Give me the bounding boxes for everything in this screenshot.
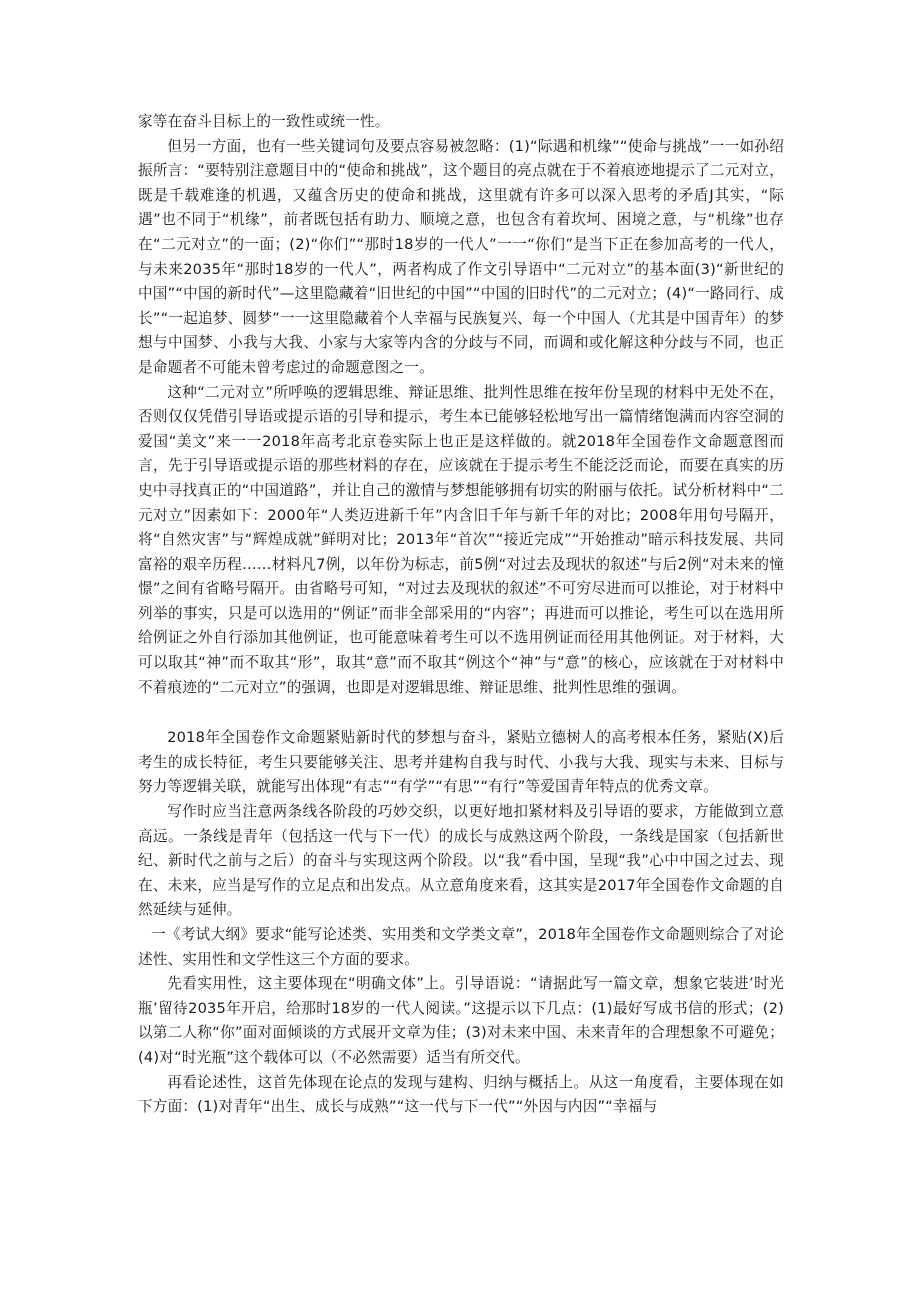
- paragraph-4: 2018年全国卷作文命题紧贴新时代的梦想与奋斗，紧贴立德树人的高考根本任务，紧贴(X)后考生的成长特征，考生只要能够关注、思考并建构自我与时代、小我与大我、现实与未来、目标与努力等逻辑关联，就能写出体现“有志”“有学”“有思”“有行”等爱国青年特点的优秀文章。: [138, 729, 784, 796]
- document-page: [138, 110, 784, 1120]
- paragraph-1: 家等在奋斗目标上的一致性或统一性。: [138, 113, 390, 130]
- paragraph-3: 这种“二元对立”所呼唤的逻辑思维、辩证思维、批判性思维在按年份呈现的材料中无处不在，否则仅仅凭借引导语或提示语的引导和提示，考生本已能够轻松地写出一篇情绪饱满而内容空洞的爱国“美文”来一一2018年高考北京卷实际上也正是这样做的。就2018年全国卷作文命题意图而言，先于引导语或提示语的那些材料的存在，应该就在于提示考生不能泛泛而论，而要在真实的历史中寻找真正的“中国道路”，并让自己的激情与梦想能够拥有切实的附丽与依托。试分析材料中“二元对立”因素如下：2000年“人类迈进新千年”内含旧千年与新千年的对比；2008年用句号隔开，将“自然灾害”与“辉煌成就”鲜明对比；2013年“首次”“接近完成”“开始推动”暗示科技发展、共同富裕的艰辛历程……材料凡7例，以年份为标志，前5例“对过去及现状的叙述”与后2例“对未来的憧憬”之间有省略号隔开。由省略号可知，“对过去及现状的叙述”不可穷尽进而可以推论，对于材料中列举的事实，只是可以选用的“例证”而非全部采用的“内容”；再进而可以推论，考生可以在选用所给例证之外自行添加其他例证，也可能意味着考生可以不选用例证而径用其他例证。对于材料，大可以取其“神”而不取其“形”，取其“意”而不取其“例这个“神”与“意”的核心，应该就在于对材料中不着痕迹的“二元对立”的强调，也即是对逻辑思维、辩证思维、批判性思维的强调。: [138, 383, 784, 696]
- paragraph-6: 一《考试大纲》要求“能写论述类、实用类和文学类文章”，2018年全国卷作文命题则综合了对论述性、实用性和文学性这三个方面的要求。: [138, 926, 784, 968]
- paragraph-5: 写作时应当注意两条线各阶段的巧妙交织，以更好地扣紧材料及引导语的要求，方能做到立意高远。一条线是青年（包括这一代与下一代）的成长与成熟这两个阶段，一条线是国家（包括新世纪、新时代之前与之后）的奋斗与实现这两个阶段。以“我”看中国，呈现“我”心中中国之过去、现在、未来，应当是写作的立足点和出发点。从立意角度来看，这其实是2017年全国卷作文命题的自然延续与延伸。: [138, 803, 784, 919]
- paragraph-2: 但另一方面，也有一些关键词句及要点容易被忽略：(1)“际遇和机缘”“使命与挑战”一一如孙绍振所言：“要特别注意题目中的“使命和挑战”，这个题目的亮点就在于不着痕迹地提示了二元对立，既是千载难逢的机遇，又蕴含历史的使命和挑战，这里就有许多可以深入思考的矛盾J其实，“际遇”也不同于“机缘”，前者既包括有助力、顺境之意，也包含有着坎坷、困境之意，与“机缘”也存在“二元对立”的一面；(2)“你们”“那时18岁的一代人”一一“你们”是当下正在参加高考的一代人，与未来2035年“那时18岁的一代人”，两者构成了作文引导语中“二元对立”的基本面(3)“新世纪的中国”“中国的新时代”—这里隐藏着“旧世纪的中国”“中国的旧时代”的二元对立；(4)“一路同行、成长”“一起追梦、圆梦”一一这里隐藏着个人幸福与民族复兴、每一个中国人（尤其是中国青年）的梦想与中国梦、小我与大我、小家与大家等内含的分歧与不同，而调和或化解这种分歧与不同，也正是命题者不可能未曾考虑过的命题意图之一。: [138, 137, 784, 376]
- paragraph-8: 再看论述性，这首先体现在论点的发现与建构、归纳与概括上。从这一角度看，主要体现在如下方面：(1)对青年“出生、成长与成熟”“这一代与下一代”“外因与内因”“幸福与: [138, 1073, 784, 1116]
- paragraph-7: 先看实用性，这主要体现在“明确文体”上。引导语说：“请据此写一篇文章，想象它装进’时光瓶’留待2035年开启，给那时18岁的一代人阅读。”这提示以下几点：(1)最好写成书信的形式；(2)以第二人称“你”面对面倾谈的方式展开文章为佳；(3)对未来中国、未来青年的合理想象不可避免；(4)对“时光瓶”这个载体可以（不必然需要）适当有所交代。: [138, 975, 784, 1066]
